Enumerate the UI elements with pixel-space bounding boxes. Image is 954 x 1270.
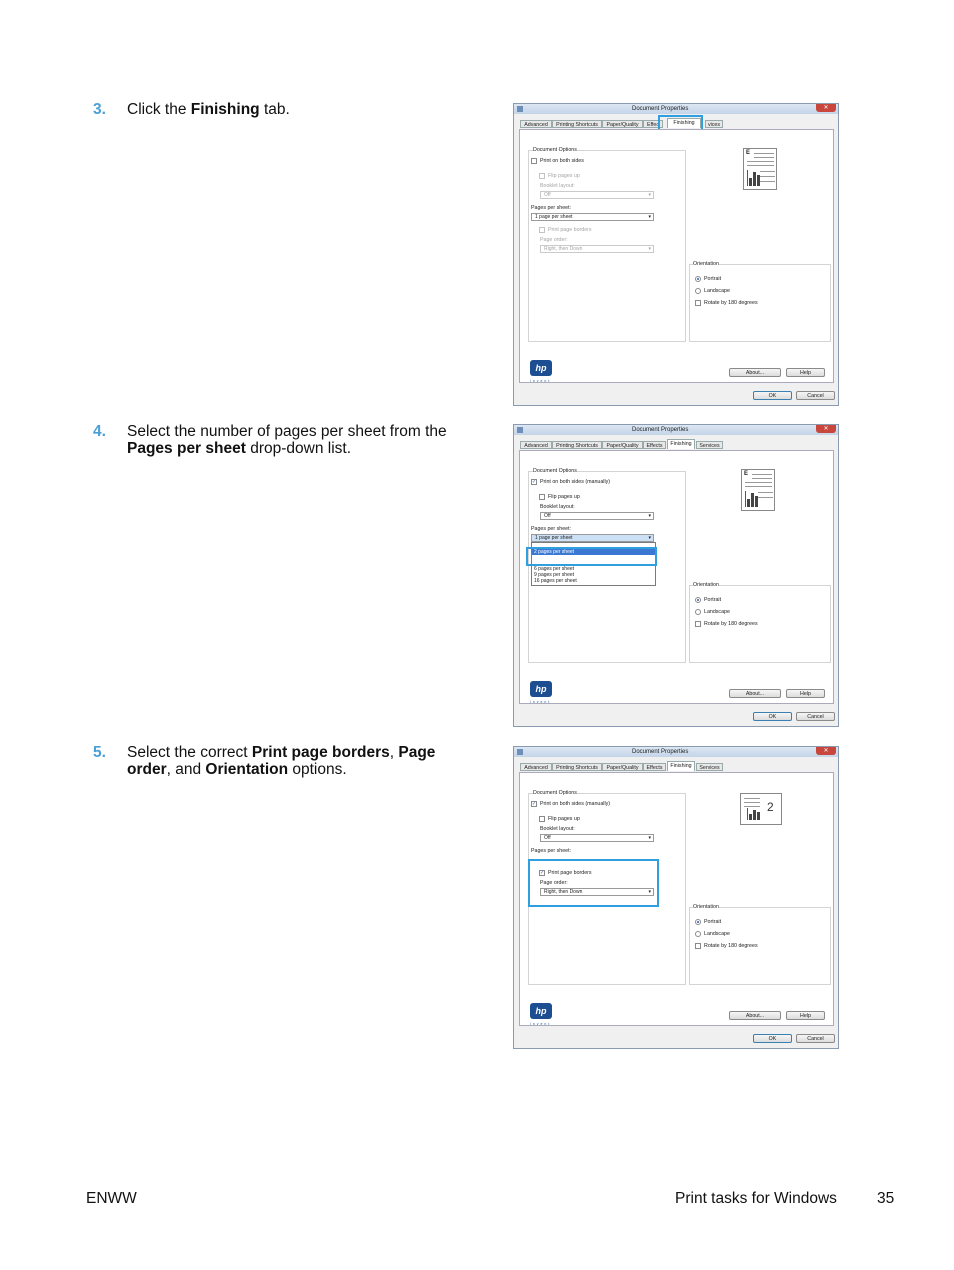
print-both-sides-label: Print on both sides (manually): [540, 479, 611, 485]
landscape-radio[interactable]: [695, 288, 701, 294]
tab-paper-quality[interactable]: Paper/Quality: [602, 763, 643, 771]
flip-pages-up-checkbox[interactable]: [539, 173, 545, 179]
landscape-label: Landscape: [704, 288, 730, 294]
rotate-180-label: Rotate by 180 degrees: [704, 943, 758, 949]
rotate-180-label: Rotate by 180 degrees: [704, 300, 758, 306]
dialog-title: Document Properties: [632, 749, 689, 755]
tab-finishing[interactable]: Finishing: [667, 439, 695, 449]
pages-per-sheet-select[interactable]: [531, 213, 654, 221]
app-icon: [517, 749, 523, 755]
step-text: Select the number of pages per sheet from the Pages per sheet drop-down list.: [127, 423, 447, 457]
print-both-sides-checkbox[interactable]: [531, 158, 537, 164]
step-text: Click the Finishing tab.: [127, 101, 290, 118]
dropdown-option[interactable]: 9 pages per sheet: [534, 572, 575, 578]
pages-per-sheet-label: Pages per sheet:: [531, 205, 572, 211]
cancel-button[interactable]: Cancel: [796, 391, 835, 400]
help-button[interactable]: Help: [786, 1011, 825, 1020]
tab-advanced[interactable]: Advanced: [520, 120, 552, 128]
invent-tagline: invent: [530, 700, 552, 704]
dialog-screenshot-borders-order: [513, 746, 839, 1049]
portrait-label: Portrait: [704, 919, 722, 925]
preview-letter: E: [744, 471, 749, 477]
booklet-layout-select[interactable]: [540, 512, 654, 520]
booklet-layout-select[interactable]: [540, 834, 654, 842]
document-options-label: Document Options: [533, 468, 577, 474]
highlight-dropdown-selection: [526, 547, 657, 566]
tab-services[interactable]: Services: [696, 441, 723, 449]
chevron-down-icon: ▾: [648, 835, 651, 841]
pages-per-sheet-value: 1 page per sheet: [535, 535, 573, 541]
tab-content: [519, 772, 834, 1026]
landscape-label: Landscape: [704, 931, 730, 937]
document-options-label: Document Options: [533, 147, 577, 153]
dialog-title: Document Properties: [632, 427, 689, 433]
invent-tagline: invent: [530, 379, 552, 383]
rotate-180-checkbox[interactable]: [695, 621, 701, 627]
hp-logo: hp: [530, 681, 552, 697]
booklet-layout-value: Off: [544, 513, 551, 519]
hp-logo: hp: [530, 360, 552, 376]
help-button[interactable]: Help: [786, 368, 825, 377]
pages-per-sheet-label: Pages per sheet:: [531, 526, 572, 532]
dialog-screenshot-finishing-tab: [513, 103, 839, 406]
step-number: 3.: [93, 101, 106, 118]
ok-button[interactable]: OK: [753, 391, 792, 400]
booklet-layout-value: Off: [544, 835, 551, 841]
page-order-label: Page order:: [540, 880, 568, 886]
booklet-layout-label: Booklet layout:: [540, 504, 575, 510]
tab-paper-quality[interactable]: Paper/Quality: [602, 120, 643, 128]
close-button[interactable]: ✕: [816, 425, 836, 433]
print-both-sides-label: Print on both sides: [540, 158, 584, 164]
print-both-sides-label: Print on both sides (manually): [540, 801, 611, 807]
about-button[interactable]: About...: [729, 1011, 781, 1020]
tab-effects[interactable]: Effects: [643, 763, 666, 771]
step-number: 4.: [93, 423, 106, 440]
step-text: Select the correct Print page borders, Page order, and Orientation options.: [127, 744, 436, 778]
dialog-title: Document Properties: [632, 106, 689, 112]
tab-finishing[interactable]: Finishing: [667, 118, 701, 128]
landscape-label: Landscape: [704, 609, 730, 615]
page-order-value: Right, then Down: [544, 889, 583, 895]
dropdown-option[interactable]: 6 pages per sheet: [534, 566, 575, 572]
close-button[interactable]: ✕: [816, 747, 836, 755]
pages-per-sheet-label: Pages per sheet:: [531, 848, 572, 854]
portrait-label: Portrait: [704, 597, 722, 603]
help-button[interactable]: Help: [786, 689, 825, 698]
print-page-borders-label: Print page borders: [548, 870, 592, 876]
portrait-radio[interactable]: [695, 597, 701, 603]
tab-services[interactable]: vices: [705, 120, 723, 128]
app-icon: [517, 106, 523, 112]
flip-pages-up-checkbox[interactable]: [539, 494, 545, 500]
title-bar: [514, 747, 838, 757]
booklet-layout-label: Booklet layout:: [540, 826, 575, 832]
tab-paper-quality[interactable]: Paper/Quality: [602, 441, 643, 449]
print-both-sides-checkbox[interactable]: ✓: [532, 479, 537, 485]
flip-pages-up-label: Flip pages up: [548, 173, 580, 179]
title-bar: [514, 425, 838, 435]
chevron-down-icon: ▾: [648, 246, 651, 252]
preview-letter: E: [746, 150, 751, 156]
step-number: 5.: [93, 744, 106, 761]
footer-section-title: Print tasks for Windows: [675, 1190, 837, 1207]
booklet-layout-label: Booklet layout:: [540, 183, 575, 189]
tab-content: [519, 450, 834, 704]
booklet-layout-select[interactable]: [540, 191, 654, 199]
chevron-down-icon: ▾: [648, 214, 651, 220]
booklet-layout-value: Off: [544, 192, 551, 198]
portrait-radio[interactable]: [695, 276, 701, 282]
page-order-label: Page order:: [540, 237, 568, 243]
flip-pages-up-checkbox[interactable]: [539, 816, 545, 822]
tab-services[interactable]: Services: [696, 763, 723, 771]
print-page-borders-checkbox[interactable]: ✓: [540, 870, 545, 876]
tab-printing-shortcuts[interactable]: Printing Shortcuts: [552, 763, 602, 771]
pages-per-sheet-select[interactable]: [531, 534, 654, 542]
close-button[interactable]: ✕: [816, 104, 836, 112]
cancel-button[interactable]: Cancel: [796, 712, 835, 721]
tab-advanced[interactable]: Advanced: [520, 441, 552, 449]
dropdown-option[interactable]: 16 pages per sheet: [534, 578, 577, 584]
page-preview-icon: [741, 469, 775, 511]
page-preview-icon: [743, 148, 777, 190]
orientation-label: Orientation: [693, 261, 719, 267]
hp-logo: hp: [530, 1003, 552, 1019]
page-number: 35: [877, 1190, 895, 1207]
dropdown-option[interactable]: 2 pages per sheet: [532, 549, 655, 555]
landscape-radio[interactable]: [695, 931, 701, 937]
print-page-borders-checkbox[interactable]: [539, 227, 545, 233]
two-page-preview-icon: [740, 793, 782, 825]
chevron-down-icon: ▾: [648, 889, 651, 895]
ok-button[interactable]: OK: [753, 1034, 792, 1043]
rotate-180-checkbox[interactable]: [695, 300, 701, 306]
tab-content: [519, 129, 834, 383]
orientation-label: Orientation: [693, 582, 719, 588]
tab-printing-shortcuts[interactable]: Printing Shortcuts: [552, 441, 602, 449]
chevron-down-icon: ▾: [648, 535, 651, 541]
about-button[interactable]: About...: [729, 689, 781, 698]
tab-advanced[interactable]: Advanced: [520, 763, 552, 771]
flip-pages-up-label: Flip pages up: [548, 816, 580, 822]
tab-effects[interactable]: Effec: [643, 120, 663, 128]
portrait-label: Portrait: [704, 276, 722, 282]
about-button[interactable]: About...: [729, 368, 781, 377]
preview-page-number: 2: [767, 800, 774, 814]
app-icon: [517, 427, 523, 433]
tab-effects[interactable]: Effects: [643, 441, 666, 449]
page-order-value: Right, then Down: [544, 246, 583, 252]
rotate-180-label: Rotate by 180 degrees: [704, 621, 758, 627]
highlight-borders-order: [528, 859, 659, 907]
tab-printing-shortcuts[interactable]: Printing Shortcuts: [552, 120, 602, 128]
flip-pages-up-label: Flip pages up: [548, 494, 580, 500]
rotate-180-checkbox[interactable]: [695, 943, 701, 949]
landscape-radio[interactable]: [695, 609, 701, 615]
document-options-label: Document Options: [533, 790, 577, 796]
chevron-down-icon: ▾: [648, 192, 651, 198]
title-bar: [514, 104, 838, 114]
chevron-down-icon: ▾: [648, 513, 651, 519]
portrait-radio[interactable]: [695, 919, 701, 925]
pages-per-sheet-value: 1 page per sheet: [535, 214, 573, 220]
dialog-screenshot-pages-per-sheet: [513, 424, 839, 727]
orientation-label: Orientation: [693, 904, 719, 910]
tab-finishing[interactable]: Finishing: [667, 761, 695, 771]
page-order-select[interactable]: [540, 245, 654, 253]
footer-left: ENWW: [86, 1190, 137, 1207]
print-both-sides-checkbox[interactable]: ✓: [532, 801, 537, 807]
print-page-borders-label: Print page borders: [548, 227, 592, 233]
cancel-button[interactable]: Cancel: [796, 1034, 835, 1043]
invent-tagline: invent: [530, 1022, 552, 1026]
ok-button[interactable]: OK: [753, 712, 792, 721]
